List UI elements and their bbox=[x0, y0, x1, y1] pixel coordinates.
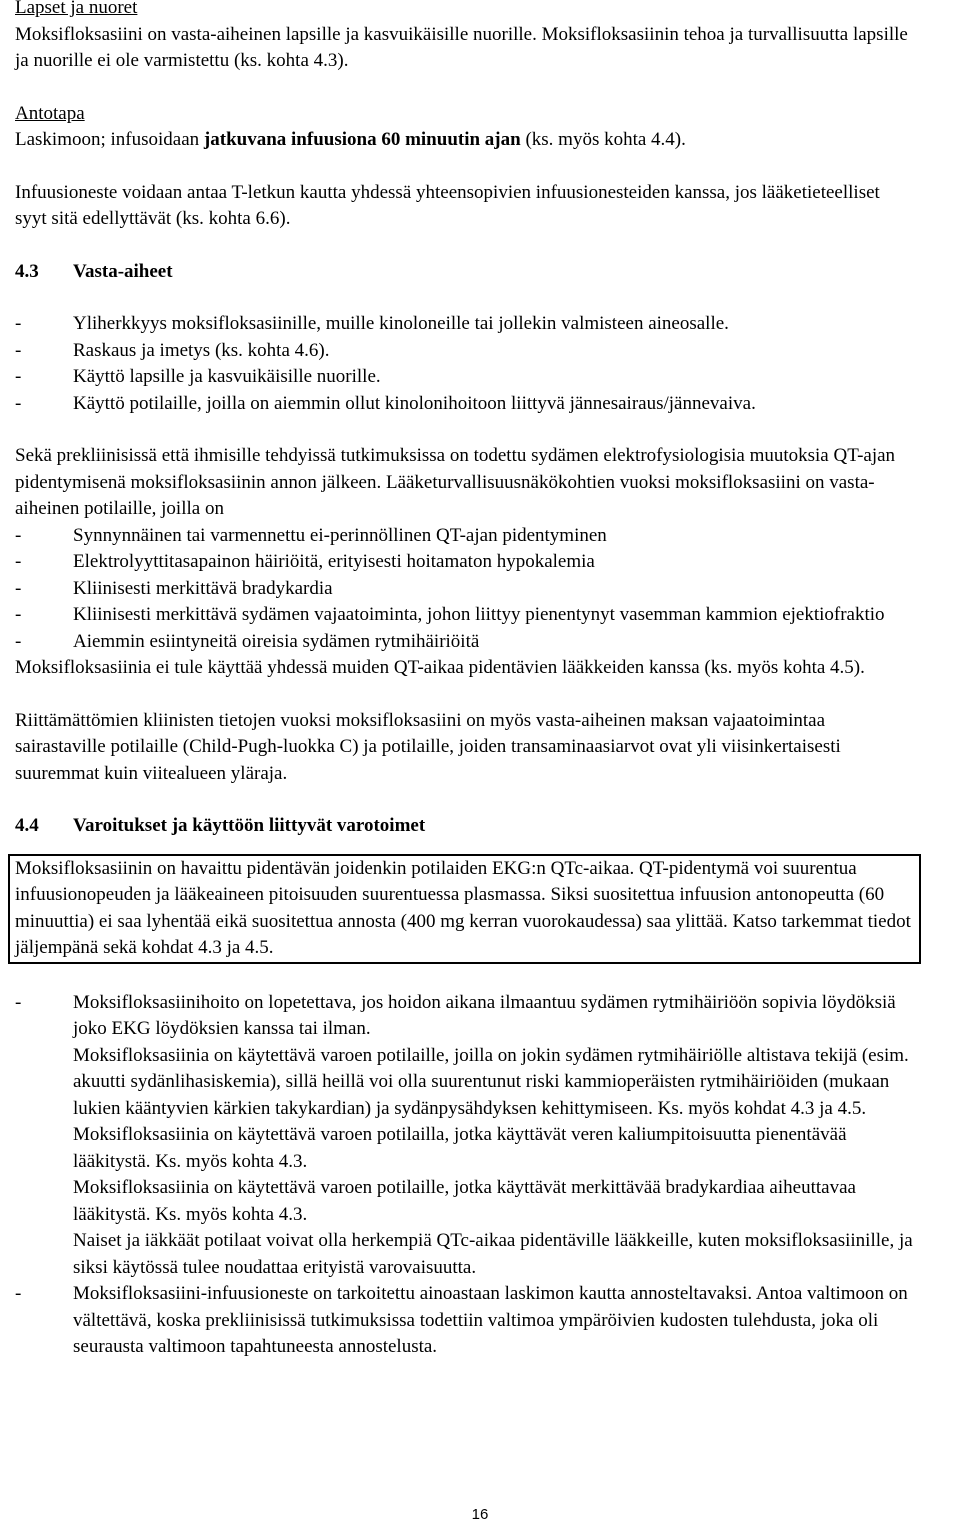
list-item: - Moksifloksasiini-infuusioneste on tarkoitettu ainoastaan laskimon kautta annosteltavaksi. Antoa valtimoon on vältettävä, koska prekliinisissä tutkimuksissa todettiin valtimoa ympäröivien kudosten tulehdusta, joka oli seurausta valtimoon tapahtuneesta annostelusta. bbox=[15, 1283, 908, 1357]
list-item: - Käyttö lapsille ja kasvuikäisille nuorille. bbox=[15, 366, 381, 387]
admin-text-2: Infuusioneste voidaan antaa T-letkun kautta yhdessä yhteensopivien infuusionesteiden kanssa, jos lääketieteelliset syyt sitä edellyttävät (ks. kohta 6.6). bbox=[15, 181, 880, 229]
list-item: - Synnynnäinen tai varmennettu ei-perinnöllinen QT-ajan pidentyminen bbox=[15, 524, 607, 546]
document-content bbox=[15, 0, 915, 1361]
list-item: - Kliinisesti merkittävä sydämen vajaatoiminta, johon liittyy pienentynyt vasemman kammion ejektiofraktio bbox=[15, 604, 885, 625]
qt-after: Moksifloksasiinia ei tule käyttää yhdessä muiden QT-aikaa pidentävien lääkkeiden kanssa (ks. myös kohta 4.5). bbox=[15, 657, 865, 678]
admin-text: Laskimoon; infusoidaan jatkuvana infuusiona 60 minuutin ajan (ks. myös kohta 4.4). bbox=[15, 129, 686, 150]
list-item: - Elektrolyyttitasapainon häiriöitä, erityisesti hoitamaton hypokalemia bbox=[15, 551, 595, 572]
warning-box bbox=[8, 854, 921, 964]
section-4-4-heading: 4.4 Varoitukset ja käyttöön liittyvät varotoimet bbox=[15, 815, 426, 836]
warnings-list bbox=[15, 990, 915, 1361]
qt-intro: Sekä prekliinisissä että ihmisille tehdyissä tutkimuksissa on todettu sydämen elektrofysiologisia muutoksia QT-ajan pidentymisenä moksifloksasiinin annon jälkeen. Lääketurvallisuusnäkökohtien vuoksi moksifloksasiini on vasta-aiheinen potilaille, joilla on bbox=[15, 445, 896, 519]
list-item: - Kliinisesti merkittävä bradykardia bbox=[15, 577, 333, 599]
children-text: Moksifloksasiini on vasta-aiheinen lapsille ja kasvuikäisille nuorille. Moksifloksasiinin tehoa ja turvallisuutta lapsille ja nuorille ei ole varmistettu (ks. kohta 4.3). bbox=[15, 23, 908, 71]
liver-text: Riittämättömien kliinisten tietojen vuoksi moksifloksasiini on myös vasta-aiheinen maksan vajaatoimintaa sairastaville potilaille (Child-Pugh-luokka C) ja potilaille, joiden transaminaasiarvot ovat yli viisinkertaisesti suuremmat kuin viitealueen yläraja. bbox=[15, 709, 841, 784]
children-heading: Lapset ja nuoret bbox=[15, 0, 138, 18]
warning-box-text: Moksifloksasiinin on havaittu pidentävän joidenkin potilaiden EKG:n QTc-aikaa. QT-pidentymä voi suurentua infuusionopeuden ja lääkeaineen pitoisuuden suurentuessa plasmassa. Siksi suositettua infuusion antonopeutta (60 minuuttia) ei saa lyhentää eikä suositettua annosta (400 mg kerran vuorokaudessa) saa ylittää. Katso tarkemmat tiedot jäljempänä sekä kohdat 4.3 ja 4.5. bbox=[15, 857, 911, 958]
list-item: - Käyttö potilaille, joilla on aiemmin ollut kinolonihoitoon liittyvä jännesairaus/jännevaiva. bbox=[15, 392, 756, 414]
qt-list bbox=[15, 523, 915, 656]
contraindication-list bbox=[15, 311, 915, 417]
list-item: - Moksifloksasiinihoito on lopetettava, jos hoidon aikana ilmaantuu sydämen rytmihäiriöön sopivia löydöksiä joko EKG löydöksien kanssa tai ilman. Moksifloksasiinia on käytettävä varoen potilaille, joilla on jokin sydämen rytmihäiriölle altistava tekijä (esim. akuutti sydänlihasiskemia), sillä heillä voi olla suurentunut riski kammioperäisten rytmihäiriöiden (mukaan lukien kääntyvien kärkien takykardian) ja sydänpysähdyksen kehittymiseen. Ks. myös kohdat 4.3 ja 4.5. Moksifloksasiinia on käytettävä varoen potilailla, jotka käyttävät veren kaliumpitoisuutta pienentävää lääkitystä. Ks. myös kohta 4.3. Moksifloksasiinia on käytettävä varoen potilaille, jotka käyttävät merkittävää bradykardiaa aiheuttavaa lääkitystä. Ks. myös kohta 4.3. Naiset ja iäkkäät potilaat voivat olla herkempiä QTc-aikaa pidentäville lääkkeille, kuten moksifloksasiinille, ja siksi käytössä tulee noudattaa erityistä varovaisuutta. bbox=[15, 991, 913, 1278]
list-item: - Aiemmin esiintyneitä oireisia sydämen rytmihäiriöitä bbox=[15, 630, 480, 652]
list-item: - Raskaus ja imetys (ks. kohta 4.6). bbox=[15, 339, 330, 361]
section-4-3-heading: 4.3 Vasta-aiheet bbox=[15, 260, 173, 282]
list-item: - Yliherkkyys moksifloksasiinille, muille kinoloneille tai jollekin valmisteen aineosalle. bbox=[15, 313, 729, 334]
page-number: 16 bbox=[471, 1506, 489, 1523]
admin-heading: Antotapa bbox=[15, 102, 85, 124]
